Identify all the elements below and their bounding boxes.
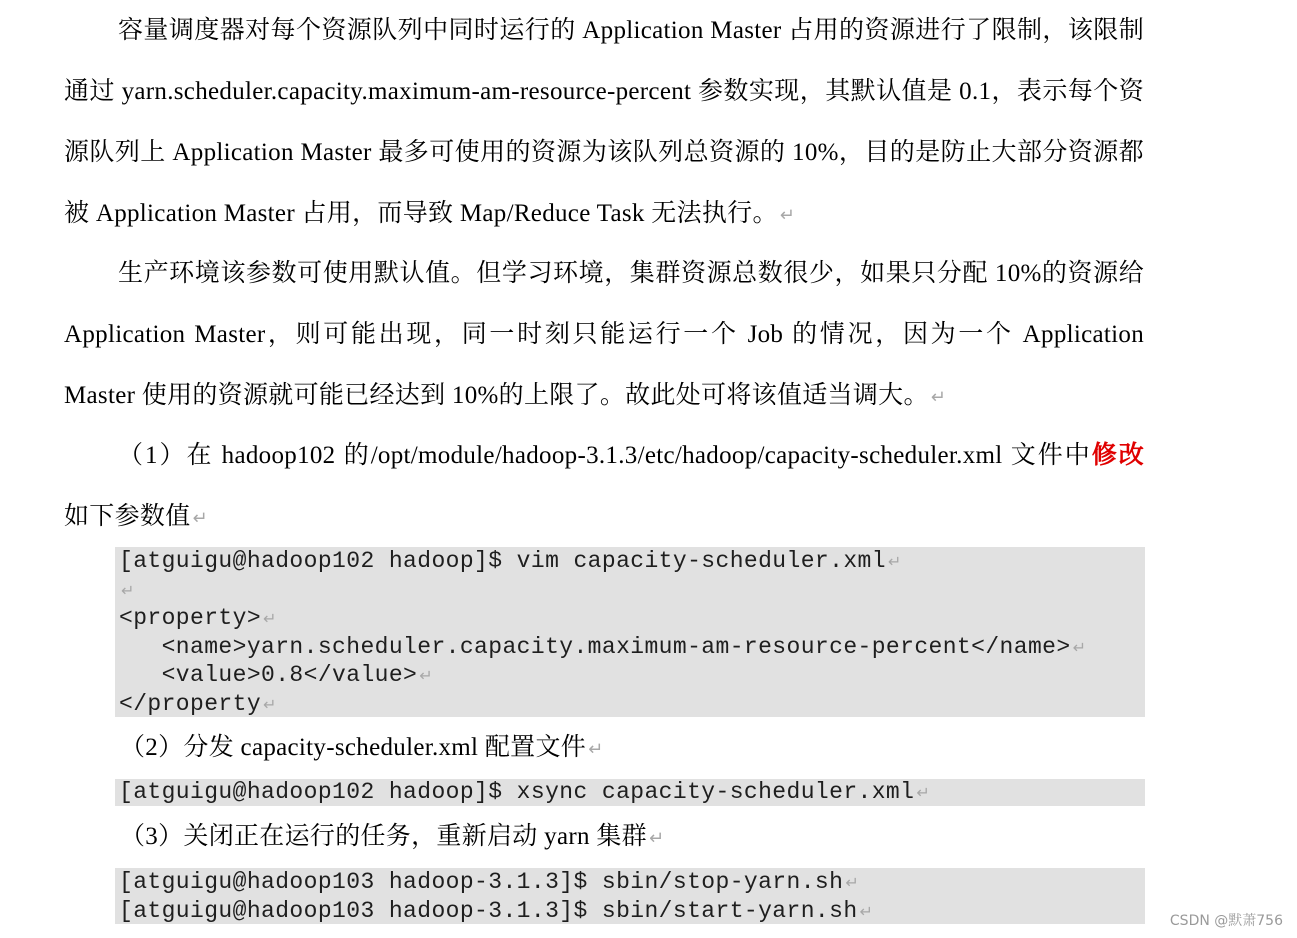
code-line: [atguigu@hadoop103 hadoop-3.1.3]$ sbin/stop-yarn.sh ↵ (119, 869, 860, 895)
return-mark-icon: ↵ (263, 609, 277, 629)
watermark: CSDN @默萧756 (1169, 913, 1283, 929)
paragraph-2 (64, 243, 1144, 428)
code-line: </property ↵ (119, 690, 277, 717)
code-line: [atguigu@hadoop102 hadoop]$ xsync capacity-scheduler.xml ↵ (119, 779, 931, 805)
code-line: <value>0.8</value> ↵ (119, 662, 434, 689)
return-mark-icon: ↵ (859, 901, 874, 921)
paragraph-1-text: 容量调度器对每个资源队列中同时运行的 Application Master 占用的资源进行了限制，该限制通过 yarn.scheduler.capacity.maximum-am-resource-percent 参数实现，其默认值是 0.1，表示每个资源队列上 Application Master 最多可使用的资源为该队列总资源的 10%，目的是防止大部分资源都被 Application Master 占用，而导致 Map/Reduce Task 无法执行。 (64, 17, 1144, 227)
paragraph-2-text: 生产环境该参数可使用默认值。但学习环境，集群资源总数很少，如果只分配 10%的资源给 Application Master，则可能出现，同一时刻只能运行一个 Job 的情况，因为一个 Application Master 使用的资源就可能已经达到 10%的上限了。故此处可将该值适当调大。 (64, 260, 1144, 409)
paragraph-1 (64, 0, 1144, 246)
return-mark-icon: ↵ (916, 783, 931, 802)
return-mark-icon: ↵ (263, 694, 277, 714)
code-line: <property> ↵ (119, 605, 277, 632)
code-block-3 (115, 868, 1145, 924)
return-mark-icon: ↵ (779, 205, 796, 226)
paragraph-3 (64, 425, 1144, 549)
code-line: [atguigu@hadoop103 hadoop-3.1.3]$ sbin/start-yarn.sh ↵ (119, 897, 874, 924)
code-block-2 (115, 779, 1145, 806)
return-mark-icon: ↵ (930, 387, 947, 408)
return-mark-icon: ↵ (845, 873, 860, 892)
code-line: [atguigu@hadoop102 hadoop]$ vim capacity-scheduler.xml ↵ (119, 548, 902, 574)
code-line: <name>yarn.scheduler.capacity.maximum-am-resource-percent</name> ↵ (119, 633, 1087, 660)
return-mark-icon: ↵ (588, 739, 604, 760)
return-mark-icon: ↵ (192, 508, 208, 529)
code-block-1 (115, 547, 1145, 717)
return-mark-icon: ↵ (648, 828, 665, 849)
return-mark-icon: ↵ (887, 552, 902, 571)
return-mark-icon: ↵ (419, 666, 434, 686)
code-line (119, 576, 1145, 605)
highlight-text: 修改 (1091, 442, 1144, 469)
return-mark-icon: ↵ (121, 580, 135, 600)
step-3-heading: （3）关闭正在运行的任务，重新启动 yarn 集群 ↵ (120, 823, 665, 850)
paragraph-3-tail: 如下参数值 (64, 503, 191, 530)
return-mark-icon: ↵ (1072, 637, 1087, 657)
paragraph-3-text: （1）在 hadoop102 的/opt/module/hadoop-3.1.3/etc/hadoop/capacity-scheduler.xml 文件中 (118, 442, 1092, 469)
step-2-heading: （2）分发 capacity-scheduler.xml 配置文件 ↵ (120, 734, 604, 761)
